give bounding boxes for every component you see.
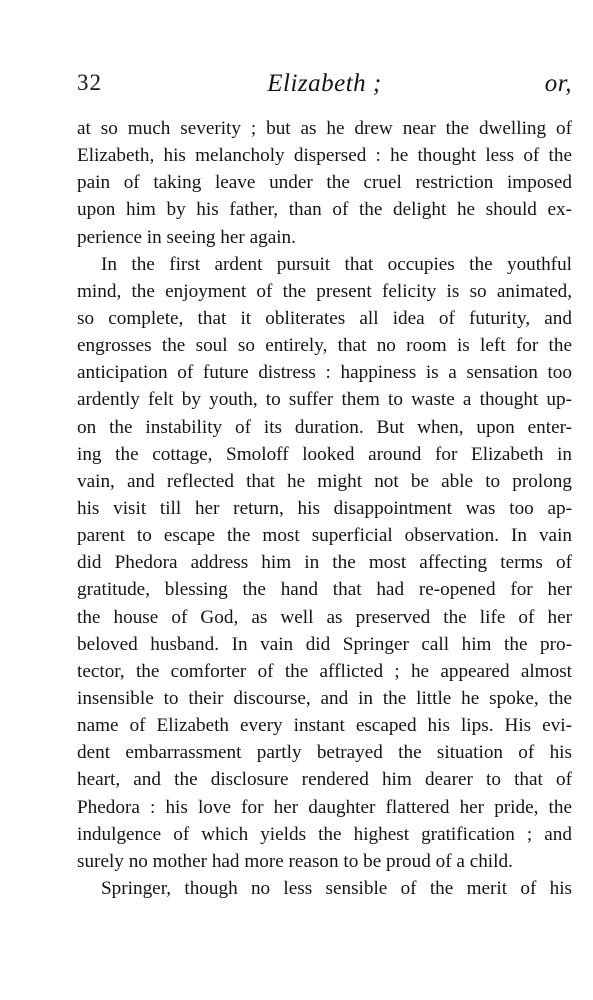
text-line: tector, the comforter of the afflicted ; he appeared almost <box>77 660 572 682</box>
text-line: anticipation of future distress : happiness is a sensation too <box>77 362 572 384</box>
text-line: In the first ardent pursuit that occupies the youthful <box>101 253 572 275</box>
text-line: beloved husband. In vain did Springer call him the pro- <box>77 633 572 655</box>
text-line: indulgence of which yields the highest gratification ; and <box>77 823 572 845</box>
text-line: Phedora : his love for her daughter flattered her pride, the <box>77 796 572 818</box>
text-line: pain of taking leave under the cruel restriction imposed <box>77 172 572 194</box>
page-header <box>77 70 572 100</box>
text-line: vain, and reflected that he might not be able to prolong <box>77 470 572 492</box>
page-number: 32 <box>77 70 102 95</box>
running-title-or: or, <box>544 70 572 97</box>
text-line: so complete, that it obliterates all idea of futurity, and <box>77 307 572 329</box>
text-line: name of Elizabeth every instant escaped his lips. His evi- <box>77 715 572 737</box>
text-line: did Phedora address him in the most affecting terms of <box>77 552 572 574</box>
running-title <box>77 70 572 98</box>
text-line: his visit till her return, his disappointment was too ap- <box>77 497 572 519</box>
text-line: dent embarrassment partly betrayed the situation of his <box>77 742 572 764</box>
text-line: ing the cottage, Smoloff looked around for Elizabeth in <box>77 443 572 465</box>
body-text <box>77 115 572 902</box>
text-line: mind, the enjoyment of the present felicity is so animated, <box>77 280 572 302</box>
text-line: engrosses the soul so entirely, that no room is left for the <box>77 335 572 357</box>
running-title-main: Elizabeth ; <box>267 70 382 97</box>
text-line: upon him by his father, than of the delight he should ex- <box>77 199 572 221</box>
text-line: heart, and the disclosure rendered him dearer to that of <box>77 769 572 791</box>
text-line: Springer, though no less sensible of the merit of his <box>101 877 572 899</box>
text-line: ardently felt by youth, to suffer them to waste a thought up- <box>77 389 572 411</box>
text-line: parent to escape the most superficial observation. In vain <box>77 525 572 547</box>
text-line: at so much severity ; but as he drew near the dwelling of <box>77 118 572 139</box>
text-line: perience in seeing her again. <box>77 226 296 248</box>
text-line: Elizabeth, his melancholy dispersed : he thought less of the <box>77 145 572 167</box>
text-line: surely no mother had more reason to be proud of a child. <box>77 850 513 872</box>
text-line: on the instability of its duration. But when, upon enter- <box>77 416 572 438</box>
text-line: gratitude, blessing the hand that had re-opened for her <box>77 579 572 601</box>
text-line: the house of God, as well as preserved the life of her <box>77 606 572 628</box>
text-line: insensible to their discourse, and in the little he spoke, the <box>77 687 572 709</box>
